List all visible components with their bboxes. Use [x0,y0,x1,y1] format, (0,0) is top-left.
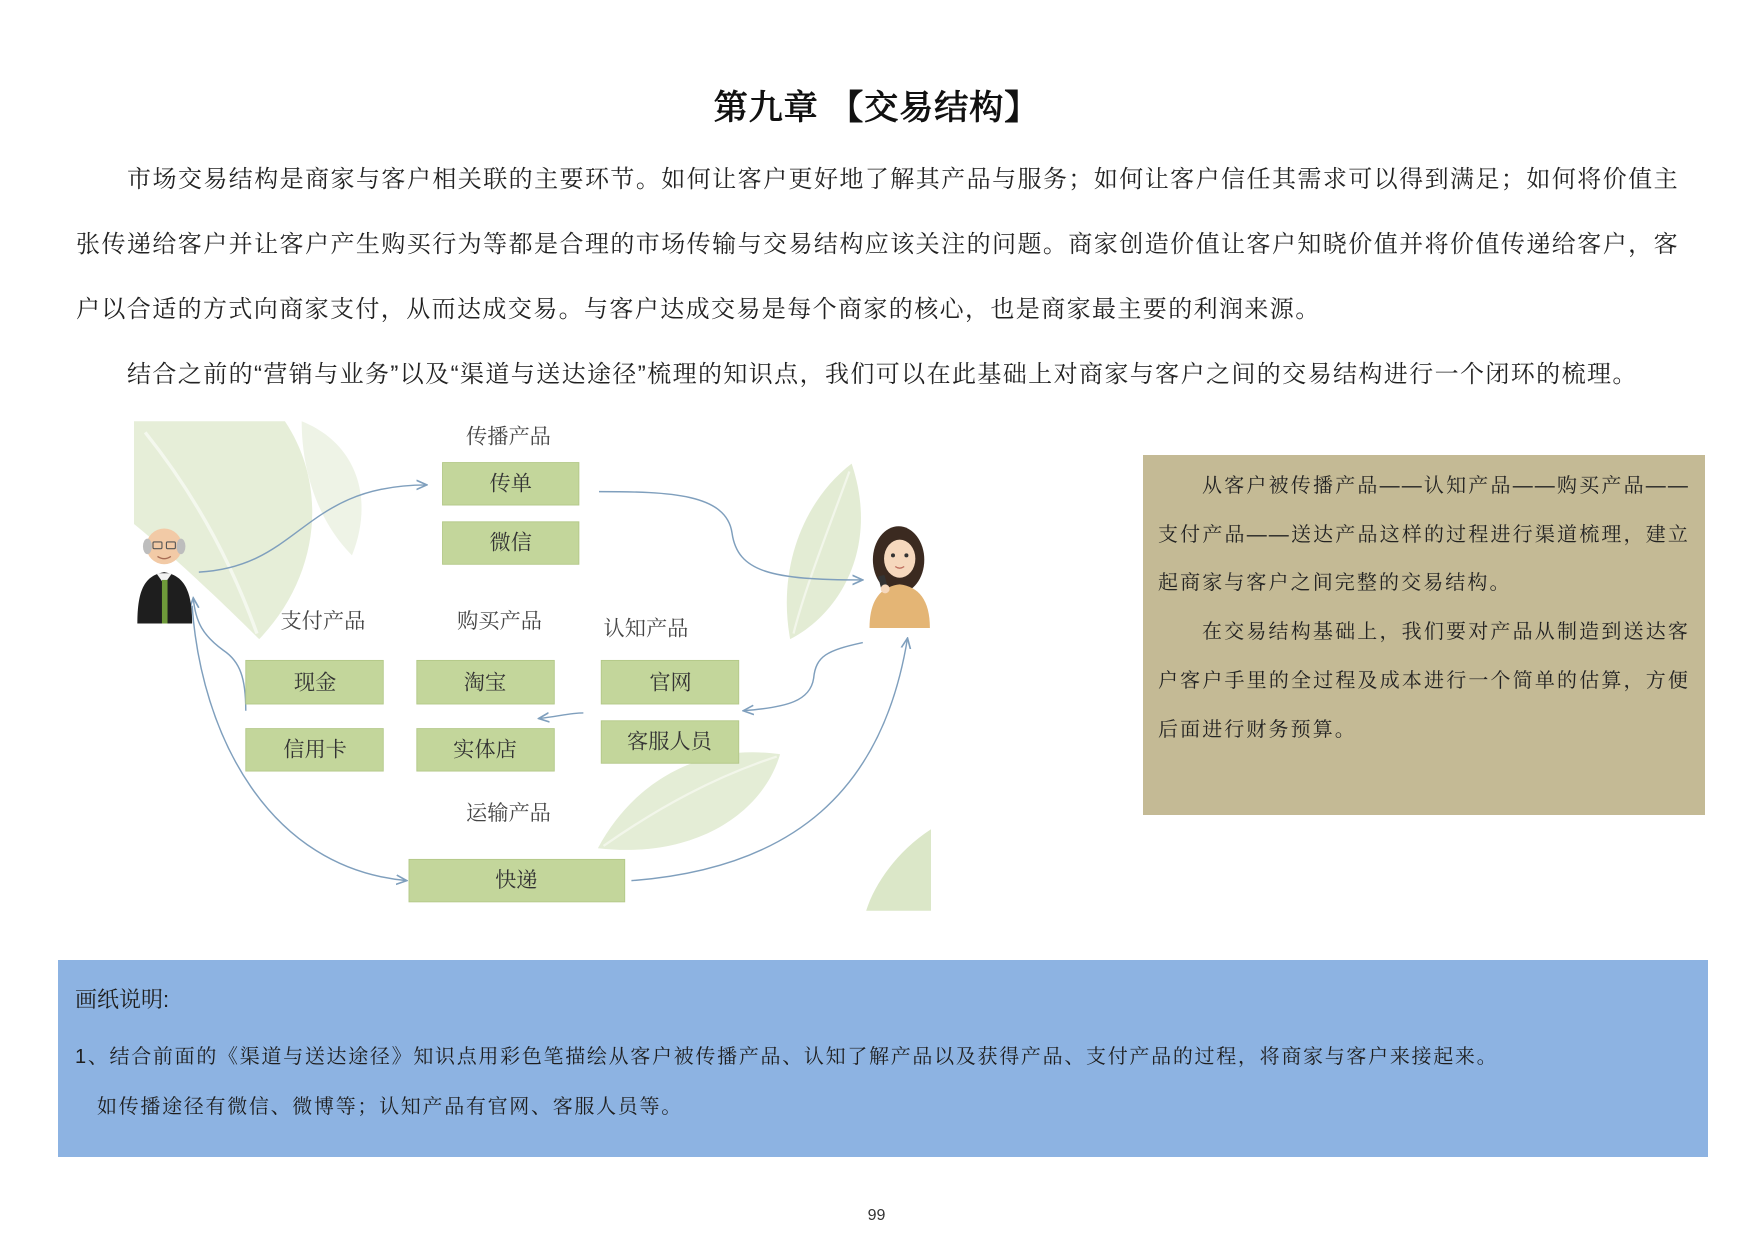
summary-paragraph-1: 从客户被传播产品——认知产品——购买产品——支付产品——送达产品这样的过程进行渠道梳理，建立起商家与客户之间完整的交易结构。 [1158,475,1690,595]
box-wechat-label: 微信 [489,531,532,555]
page-number: 99 [867,1207,886,1224]
box-store-label: 实体店 [453,738,517,762]
arrow-website-to-store [539,713,584,719]
label-ship-product: 运输产品 [466,802,551,826]
drawing-notes-box [58,960,1708,1157]
customer-eye-left [891,553,895,557]
merchant-avatar-icon [137,529,192,624]
intro-paragraph-2: 结合之前的“营销与业务”以及“渠道与送达途径”梳理的知识点，我们可以在此基础上对商家与客户之间的交易结构进行一个闭环的梳理。 [127,361,1638,388]
box-service-label: 客服人员 [626,730,712,754]
merchant-hair-right [176,539,185,555]
box-taobao-label: 淘宝 [463,671,507,695]
customer-face [884,540,915,578]
box-cash [246,660,383,704]
box-credit-card-label: 信用卡 [283,738,347,762]
box-website-label: 官网 [649,671,692,695]
label-pay-product: 支付产品 [280,609,366,633]
chapter-title: 第九章 【交易结构】 [713,89,1040,127]
label-buy-product: 购买产品 [457,609,542,633]
box-express-label: 快递 [495,869,538,893]
intro-paragraph-1: 市场交易结构是商家与客户相关联的主要环节。如何让客户更好地了解其产品与服务；如何让客户信任其需求可以得到满足；如何将价值主张传递给客户并让客户产生购买行为等都是合理的市场传输与交易结构应该关注的问题。商家创造价值让客户知晓价值并将价值传递给客户，客户以合适的方式向商家支付，从而达成交易。与客户达成交易是每个商家的核心，也是商家最主要的利润来源。 [76,166,1679,323]
leaf-right [787,464,861,639]
box-store [417,729,554,771]
box-cash-label: 现金 [293,671,337,695]
box-flyer [443,463,579,505]
summary-box [1143,455,1705,815]
drawing-notes-heading: 画纸说明: [75,987,170,1012]
leaf-bottom-center [598,752,780,850]
diagram-canvas [134,421,931,911]
drawing-notes-line-1: 1、结合前面的《渠道与送达途径》知识点用彩色笔描绘从客户被传播产品、认知了解产品以及获得产品、支付产品的过程，将商家与客户来接起来。 [75,1046,1499,1068]
label-know-product: 认知产品 [603,617,689,641]
merchant-tie [162,580,168,624]
box-website [601,660,738,704]
summary-paragraph-2: 在交易结构基础上，我们要对产品从制造到送达客户客户手里的全过程及成本进行一个简单的估算，方便后面进行财务预算。 [1158,621,1690,741]
box-service [601,721,738,763]
arrow-customer-to-website [743,643,863,711]
transaction-structure-diagram [134,421,931,911]
box-taobao [417,660,554,704]
box-credit-card [246,729,383,771]
box-wechat [443,522,579,564]
customer-body [870,584,930,628]
customer-eye-right [904,553,908,557]
label-spread-product: 传播产品 [466,425,551,449]
leaf-bottom-right [866,829,931,911]
box-flyer-label: 传单 [489,472,532,496]
intro-text [76,147,1679,407]
customer-avatar-icon [870,526,930,628]
customer-hand [881,584,890,593]
drawing-notes-line-2: 如传播途径有微信、微博等；认知产品有官网、客服人员等。 [97,1096,683,1118]
box-express [409,859,625,901]
merchant-hair-left [143,539,152,555]
